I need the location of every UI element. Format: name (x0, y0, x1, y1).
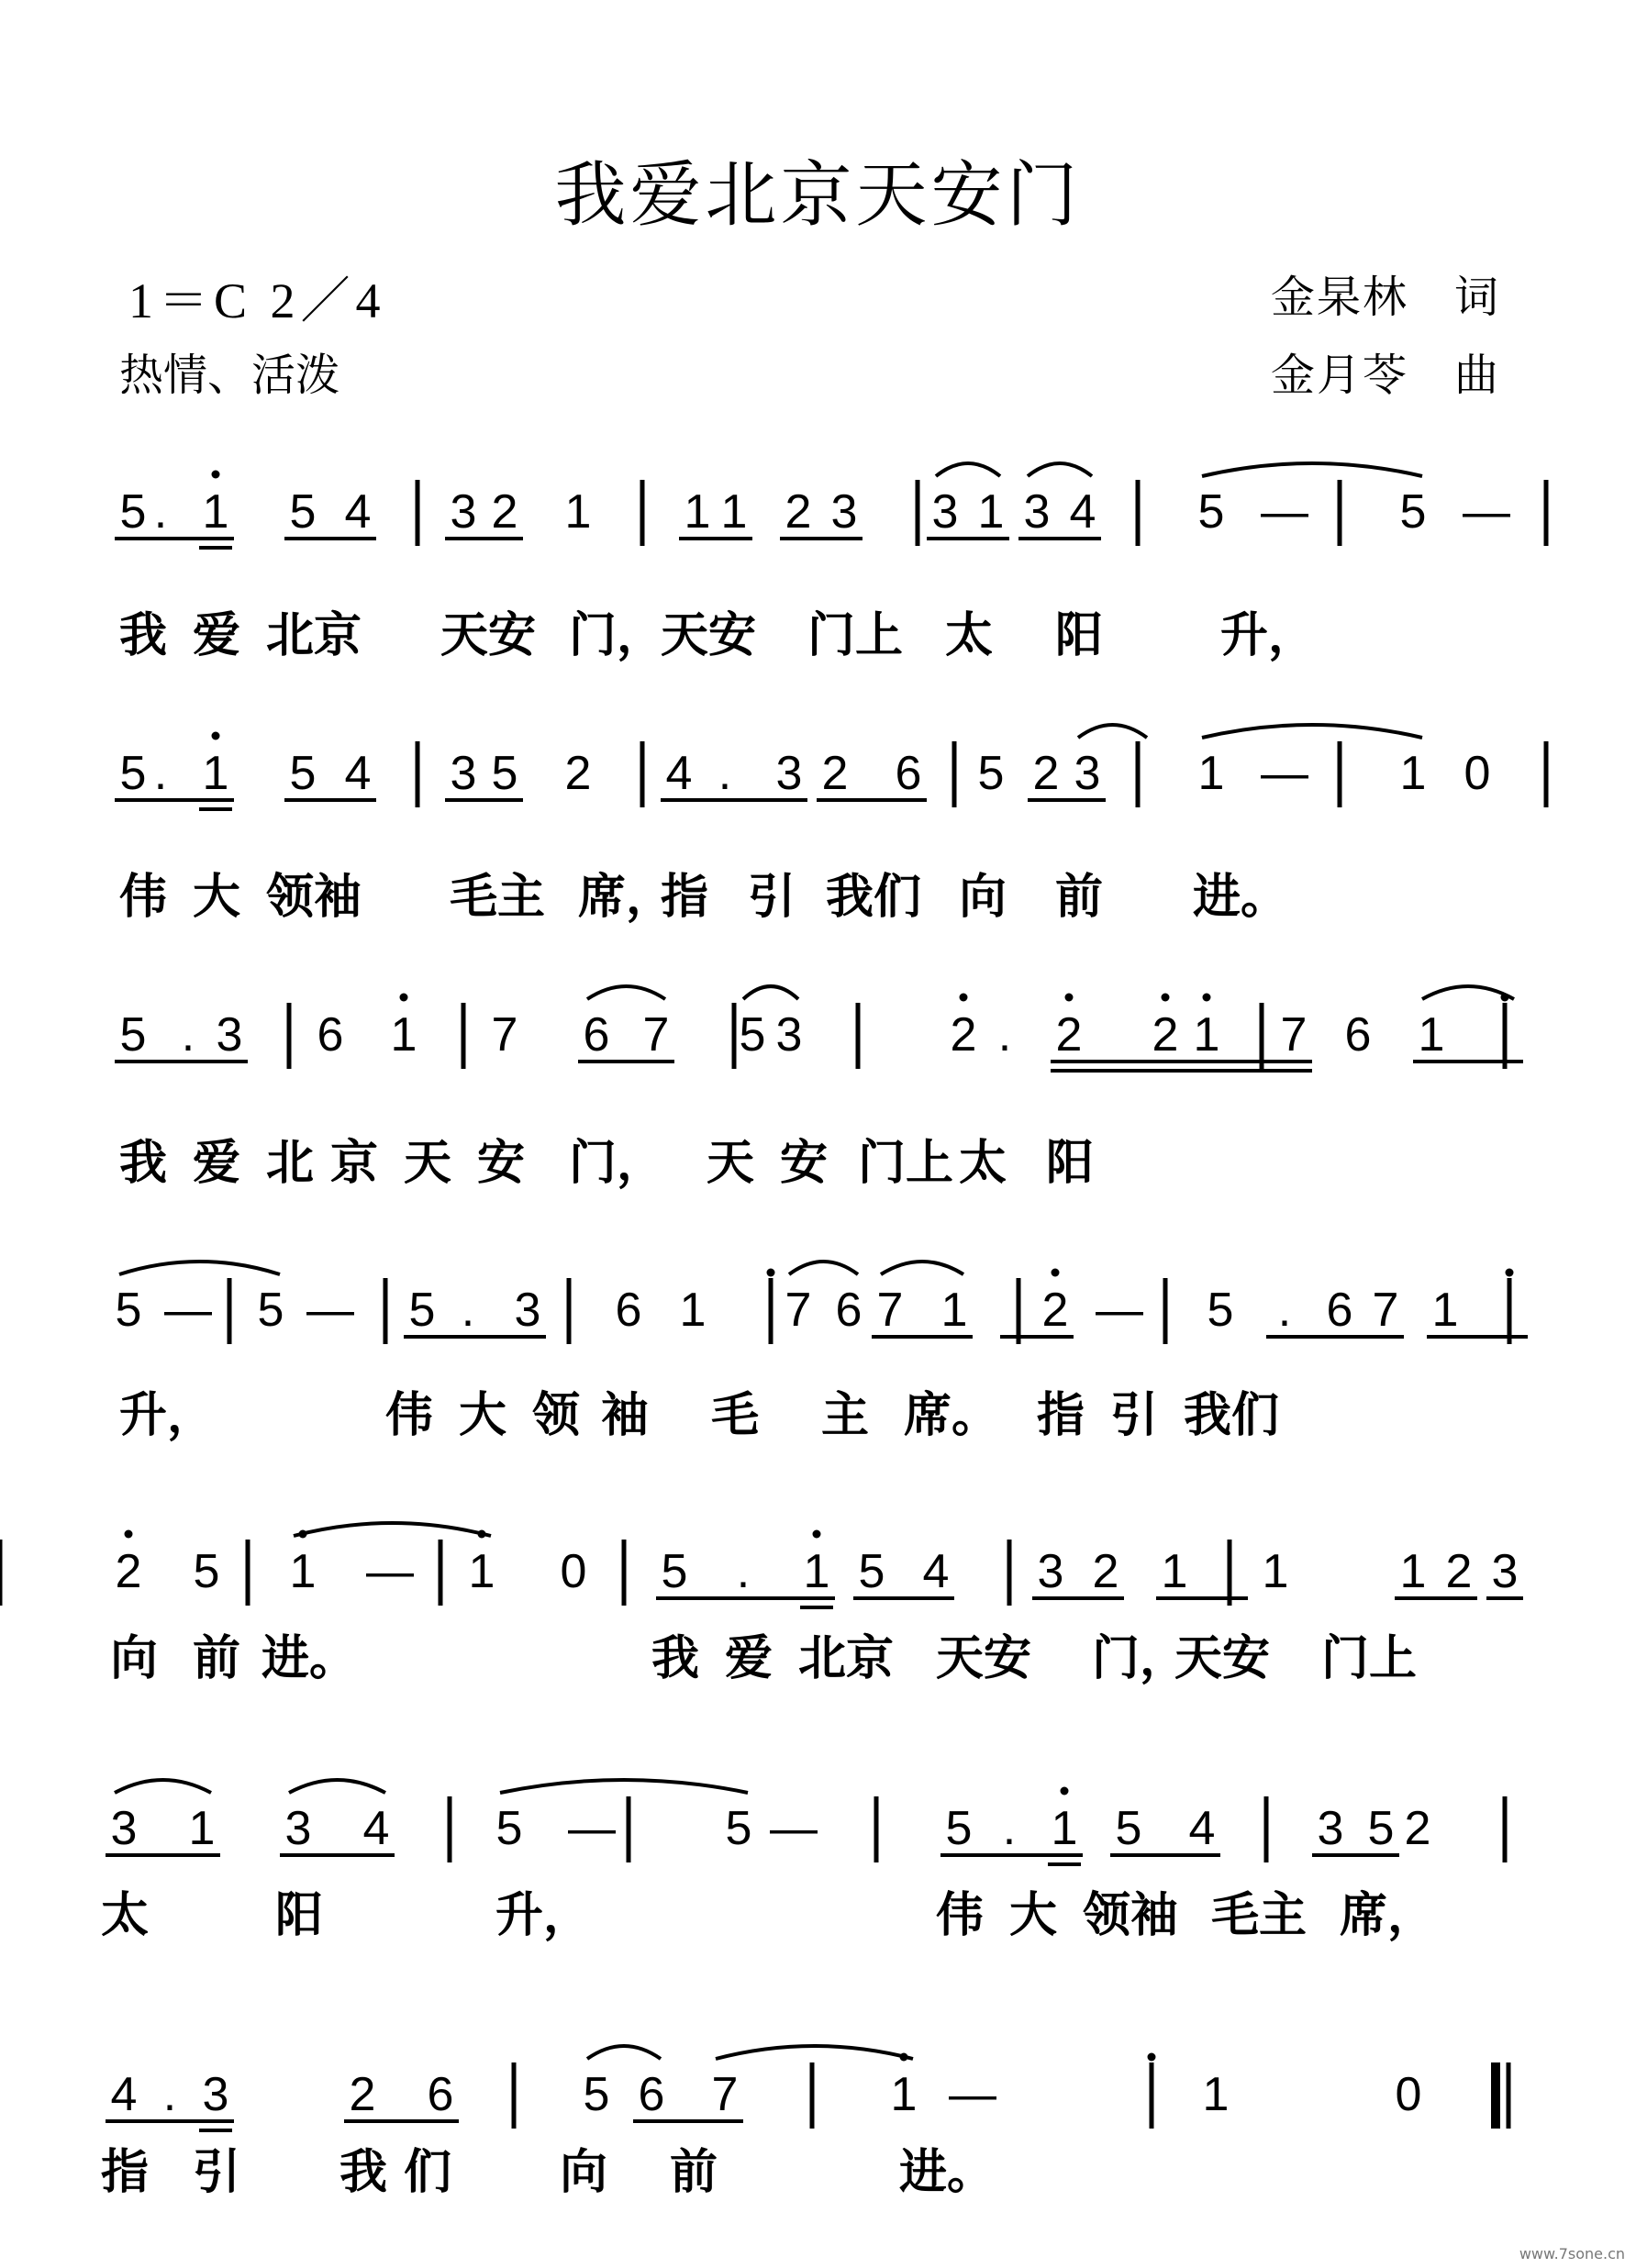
lyric-syllable: 引 (193, 2145, 241, 2200)
note: 1 (1399, 747, 1427, 800)
note: 1 (1051, 1802, 1078, 1855)
lyric-syllable: 太 (945, 608, 994, 663)
note: 5 (1207, 1284, 1234, 1337)
note: 4 (922, 1545, 950, 1598)
note: 4 (344, 485, 372, 539)
note: 3 (1491, 1545, 1519, 1598)
lyric-syllable: 北京 (798, 1631, 895, 1686)
dot-note: . (461, 1284, 475, 1337)
note: 4 (665, 747, 693, 800)
note: 0 (1463, 747, 1491, 800)
lyric-syllable: 引 (1110, 1388, 1159, 1443)
note: 1 (679, 1284, 707, 1337)
watermark: www.7sone.cn (1519, 2245, 1625, 2262)
lyric-syllable: 前 (670, 2145, 718, 2200)
note: 2 (1032, 747, 1060, 800)
lyric-syllable: 席， (578, 870, 674, 925)
note: 7 (1280, 1008, 1308, 1062)
note: 1 (202, 485, 229, 539)
lyric-syllable: 前 (193, 1631, 241, 1686)
note: 1 (564, 485, 592, 539)
note: 5 (1197, 485, 1225, 539)
lyric-syllable: 升， (495, 1888, 592, 1943)
note: 6 (427, 2068, 454, 2121)
note: 2 (1445, 1545, 1473, 1598)
lyric-syllable: 门， (569, 1136, 665, 1191)
note: 3 (775, 747, 803, 800)
note: 5 (1115, 1802, 1142, 1855)
note: 5 (119, 485, 147, 539)
lyric-syllable: 升， (1220, 608, 1317, 663)
lyric-syllable: 袖 (601, 1388, 650, 1443)
note: 5 (739, 1008, 766, 1062)
note: 3 (202, 2068, 229, 2121)
lyric-syllable: 天 (404, 1136, 452, 1191)
note: 5 (977, 747, 1005, 800)
lyric-syllable: 门， (1092, 1631, 1188, 1686)
note: 3 (1317, 1802, 1344, 1855)
note: 1 (803, 1545, 830, 1598)
lyric-syllable: 大 (1009, 1888, 1058, 1943)
lyric-syllable: 我们 (826, 870, 922, 925)
note: 1 (1197, 747, 1225, 800)
note: 3 (1074, 747, 1101, 800)
lyric-syllable: 席。 (904, 1388, 1000, 1443)
tempo-marking: 热情、活泼 (119, 350, 340, 401)
lyric-syllable: 毛主 (1211, 1888, 1308, 1943)
lyric-syllable: 门上 (858, 1136, 954, 1191)
dash-note: — (770, 1802, 818, 1855)
octave-dot (1148, 2053, 1156, 2062)
lyric-syllable: 指 (101, 2145, 150, 2200)
lyric-syllable: 指 (1037, 1388, 1085, 1443)
note: 2 (349, 2068, 376, 2121)
dot-note: . (181, 1008, 195, 1062)
lyric-syllable: 我 (119, 1136, 168, 1191)
note: 6 (638, 2068, 665, 2121)
lyric-syllable: 门上 (1321, 1631, 1418, 1686)
note: 5 (725, 1802, 752, 1855)
note: 5 (1399, 485, 1427, 539)
dash-note: — (1463, 485, 1510, 539)
lyric-syllable: 大 (193, 870, 241, 925)
note: 3 (1037, 1545, 1064, 1598)
note: 3 (830, 485, 858, 539)
note: 2 (491, 485, 518, 539)
note: 1 (1161, 1545, 1188, 1598)
note: 4 (344, 747, 372, 800)
note: 2 (1152, 1008, 1179, 1062)
key-time-signature: 1＝C 2／4 (128, 273, 386, 328)
note: 7 (785, 1284, 812, 1337)
note: 2 (1404, 1802, 1431, 1855)
note: 4 (110, 2068, 138, 2121)
lyric-syllable: 门， (569, 608, 665, 663)
lyric-syllable: 我 (651, 1631, 700, 1686)
dot-note: . (718, 747, 732, 800)
lyric-syllable: 伟 (385, 1388, 434, 1443)
dash-note: — (306, 1284, 354, 1337)
note: 0 (560, 1545, 587, 1598)
lyric-syllable: 向 (959, 870, 1007, 925)
dot-note: . (736, 1545, 751, 1598)
note: 3 (450, 485, 477, 539)
note: 5 (408, 1284, 436, 1337)
note: 1 (289, 1545, 317, 1598)
lyricist-name: 金杲林 (1271, 272, 1409, 323)
lyric-syllable: 阳 (1055, 608, 1104, 663)
note: 2 (1041, 1284, 1069, 1337)
note: 2 (564, 747, 592, 800)
note: 2 (950, 1008, 977, 1062)
note: 5 (289, 485, 317, 539)
note: 7 (711, 2068, 739, 2121)
note: 1 (890, 2068, 918, 2121)
note: 5 (495, 1802, 523, 1855)
lyric-syllable: 太 (101, 1888, 150, 1943)
note: 1 (188, 1802, 216, 1855)
dot-note: . (1277, 1284, 1292, 1337)
note: 5 (661, 1545, 688, 1598)
note: 5 (193, 1545, 220, 1598)
note: 0 (1395, 2068, 1422, 2121)
note: 6 (615, 1284, 642, 1337)
lyric-syllable: 天安 (661, 608, 757, 663)
tie-slur (716, 2046, 913, 2059)
lyric-syllable: 席， (1340, 1888, 1436, 1943)
dot-note: . (153, 747, 168, 800)
lyric-syllable: 进。 (899, 2145, 996, 2200)
note: 5 (858, 1545, 885, 1598)
lyric-syllable: 安 (780, 1136, 829, 1191)
lyric-syllable: 们 (404, 2145, 452, 2200)
lyric-syllable: 北京 (266, 608, 362, 663)
dot-note: . (162, 2068, 177, 2121)
note: 1 (390, 1008, 417, 1062)
lyric-syllable: 升， (119, 1388, 216, 1443)
note: 5 (491, 747, 518, 800)
composer-name: 金月苓 (1271, 350, 1409, 401)
note: 3 (1023, 485, 1051, 539)
note: 1 (468, 1545, 495, 1598)
note: 6 (1344, 1008, 1372, 1062)
note: 6 (317, 1008, 344, 1062)
lyric-syllable: 领袖 (1083, 1888, 1179, 1943)
note: 3 (514, 1284, 541, 1337)
note: 1 (1193, 1008, 1220, 1062)
note: 6 (835, 1284, 863, 1337)
note: 1 (1431, 1284, 1459, 1337)
lyric-syllable: 安 (477, 1136, 526, 1191)
composer-role: 曲 (1454, 350, 1499, 401)
lyric-syllable: 进。 (1193, 870, 1289, 925)
note: 7 (642, 1008, 670, 1062)
lyric-syllable: 主 (821, 1388, 870, 1443)
lyric-syllable: 爱 (725, 1631, 773, 1686)
note: 3 (931, 485, 959, 539)
note: 5 (119, 747, 147, 800)
lyric-syllable: 天安 (440, 608, 537, 663)
lyric-syllable: 爱 (193, 608, 241, 663)
note: 5 (119, 1008, 147, 1062)
lyric-syllable: 阳 (1046, 1136, 1095, 1191)
lyric-syllable: 引 (748, 870, 796, 925)
note: 3 (216, 1008, 243, 1062)
note: 6 (895, 747, 922, 800)
note: 1 (202, 747, 229, 800)
note: 4 (362, 1802, 390, 1855)
dash-note: — (1261, 485, 1308, 539)
dash-note: — (164, 1284, 212, 1337)
lyric-syllable: 我 (119, 608, 168, 663)
note: 3 (450, 747, 477, 800)
note: 2 (1055, 1008, 1083, 1062)
note: 1 (1262, 1545, 1289, 1598)
lyric-syllable: 前 (1055, 870, 1104, 925)
lyric-syllable: 领 (532, 1388, 581, 1443)
dash-note: — (366, 1545, 414, 1598)
lyric-syllable: 毛主 (450, 870, 546, 925)
lyric-syllable: 我 (339, 2145, 388, 2200)
dash-note: — (1096, 1284, 1143, 1337)
dash-note: — (568, 1802, 616, 1855)
note: 1 (977, 485, 1005, 539)
note: 1 (1202, 2068, 1230, 2121)
note: 3 (775, 1008, 803, 1062)
lyric-syllable: 伟 (936, 1888, 985, 1943)
lyric-syllable: 太 (959, 1136, 1007, 1191)
lyric-syllable: 进。 (262, 1631, 358, 1686)
lyric-syllable: 阳 (275, 1888, 324, 1943)
tie-slur (587, 2046, 661, 2059)
lyric-syllable: 指 (661, 870, 709, 925)
note: 5 (1367, 1802, 1395, 1855)
song-title: 我爱北京天安门 (554, 154, 1082, 237)
note: 6 (1326, 1284, 1353, 1337)
lyric-syllable: 我们 (1184, 1388, 1280, 1443)
note: 3 (110, 1802, 138, 1855)
note: 7 (1372, 1284, 1399, 1337)
lyric-syllable: 天安 (936, 1631, 1032, 1686)
note: 5 (583, 2068, 610, 2121)
note: 2 (115, 1545, 142, 1598)
dash-note: — (949, 2068, 996, 2121)
lyric-syllable: 爱 (193, 1136, 241, 1191)
note: 5 (945, 1802, 973, 1855)
note: 5 (257, 1284, 284, 1337)
lyric-syllable: 大 (459, 1388, 507, 1443)
lyric-syllable: 京 (330, 1136, 379, 1191)
dash-note: — (1261, 747, 1308, 800)
lyric-syllable: 门上 (807, 608, 904, 663)
note: 1 (1399, 1545, 1427, 1598)
lyric-syllable: 领袖 (266, 870, 362, 925)
dot-note: . (997, 1008, 1012, 1062)
note: 4 (1188, 1802, 1216, 1855)
note: 4 (1069, 485, 1096, 539)
dot-note: . (153, 485, 168, 539)
note: 5 (115, 1284, 142, 1337)
lyric-syllable: 向 (560, 2145, 608, 2200)
note: 7 (876, 1284, 904, 1337)
lyric-syllable: 伟 (119, 870, 168, 925)
note: 2 (821, 747, 849, 800)
note: 6 (583, 1008, 610, 1062)
note: 2 (785, 485, 812, 539)
lyric-syllable: 天安 (1174, 1631, 1271, 1686)
lyric-syllable: 北 (266, 1136, 315, 1191)
dot-note: . (1002, 1802, 1017, 1855)
lyric-syllable: 天 (707, 1136, 755, 1191)
note: 1 (1418, 1008, 1445, 1062)
note: 7 (491, 1008, 518, 1062)
lyricist-role: 词 (1454, 272, 1499, 323)
note: 2 (1092, 1545, 1119, 1598)
note: 1 (720, 485, 748, 539)
note: 1 (940, 1284, 968, 1337)
note: 1 (684, 485, 711, 539)
note: 5 (289, 747, 317, 800)
note: 3 (284, 1802, 312, 1855)
lyric-syllable: 向 (110, 1631, 159, 1686)
lyric-syllable: 毛 (711, 1388, 760, 1443)
